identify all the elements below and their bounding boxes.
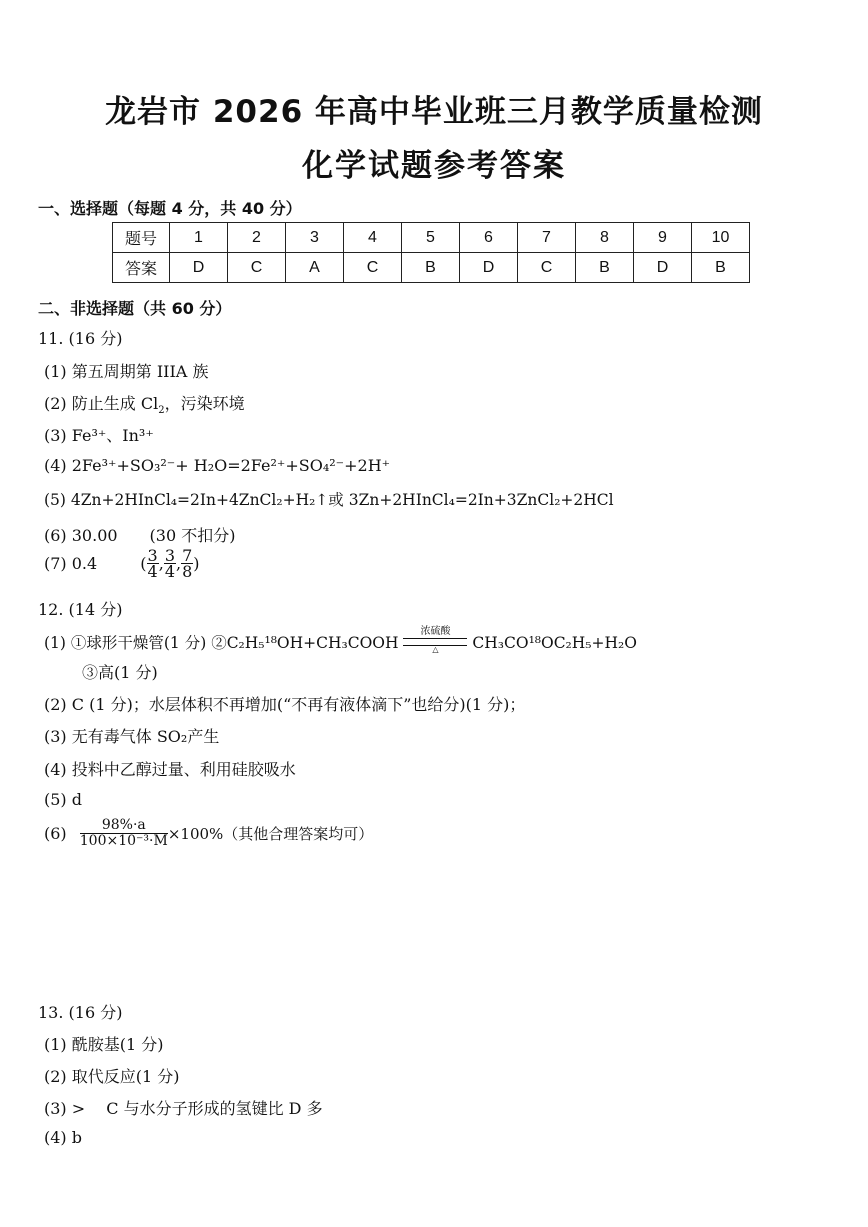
question-number-label: 题号	[113, 223, 170, 253]
answer-cell: D	[634, 253, 692, 283]
q11-answer-5: (5) 4Zn+2HInCl₄=2In+4ZnCl₂+H₂↑或 3Zn+2HInCl₄=2In+3ZnCl₂+2HCl	[44, 491, 614, 509]
question-number: 4	[344, 223, 402, 253]
answer-table	[112, 222, 750, 283]
reaction-condition-arrow: 浓硫酸 △	[403, 622, 467, 654]
answer-cell: D	[460, 253, 518, 283]
question-number: 2	[228, 223, 286, 253]
fraction: $\frac{3}{4}$	[164, 546, 176, 581]
question-number: 5	[402, 223, 460, 253]
answer-cell: D	[170, 253, 228, 283]
q11-heading: 11. (16 分)	[38, 329, 123, 348]
question-number: 3	[286, 223, 344, 253]
answer-cell: C	[518, 253, 576, 283]
q12-answer-5: (5) d	[44, 790, 82, 809]
fraction: $\frac{3}{4}$	[147, 546, 158, 581]
answer-cell: B	[576, 253, 634, 283]
q11-answer-6: (6) 30.00 (30 不扣分)	[44, 526, 236, 545]
q11-answer-7: (7) 0.4 ( $\frac{3}{4}$ , $\frac{3}{4}$ , $\frac{7}{8}$ )	[44, 546, 200, 581]
question-number: 10	[692, 223, 750, 253]
answer-table-header-row	[113, 223, 750, 253]
q12-answer-4: (4) 投料中乙醇过量、利用硅胶吸水	[44, 760, 296, 779]
section2-heading: 二、非选择题（共 60 分）	[38, 299, 232, 318]
q13-answer-2: (2) 取代反应(1 分)	[44, 1067, 180, 1086]
q11-answer-2: (2) 防止生成 $Cl_2$，污染环境	[44, 394, 245, 417]
q13-answer-3: (3) > C 与水分子形成的氢键比 D 多	[44, 1099, 323, 1118]
q12-answer-1: (1) ①球形干燥管(1 分) ②C₂H₅¹⁸OH+CH₃COOH 浓硫酸 △ CH₃CO¹⁸OC₂H₅+H₂O	[44, 628, 637, 660]
answer-cell: A	[286, 253, 344, 283]
question-number: 8	[576, 223, 634, 253]
answer-cell: B	[402, 253, 460, 283]
q13-heading: 13. (16 分)	[38, 1003, 123, 1022]
answer-label: 答案	[113, 253, 170, 283]
q12-heading: 12. (14 分)	[38, 600, 123, 619]
answer-cell: C	[344, 253, 402, 283]
q11-answer-3: (3) Fe³⁺、In³⁺	[44, 426, 154, 445]
q12-answer-1-line2: ③高(1 分)	[82, 663, 158, 682]
q13-answer-1: (1) 酰胺基(1 分)	[44, 1035, 164, 1054]
fraction: $\frac{98\%\cdot a}{\text{100×10⁻³·M}}$	[79, 817, 168, 849]
answer-cell: B	[692, 253, 750, 283]
question-number: 6	[460, 223, 518, 253]
q11-answer-1: (1) 第五周期第 IIIA 族	[44, 362, 209, 381]
q11-answer-4: (4) 2Fe³⁺+SO₃²⁻+ H₂O=2Fe²⁺+SO₄²⁻+2H⁺	[44, 456, 391, 475]
answer-table-answer-row	[113, 253, 750, 283]
question-number: 7	[518, 223, 576, 253]
document-title: 龙岩市 2026 年高中毕业班三月教学质量检测	[105, 94, 763, 130]
question-number: 1	[170, 223, 228, 253]
fraction: $\frac{7}{8}$	[182, 546, 193, 581]
question-number: 9	[634, 223, 692, 253]
q12-answer-3: (3) 无有毒气体 SO₂产生	[44, 727, 220, 746]
section1-heading: 一、选择题（每题 4 分，共 40 分）	[38, 199, 302, 218]
q13-answer-4: (4) b	[44, 1128, 82, 1147]
document-subtitle: 化学试题参考答案	[302, 148, 566, 184]
answer-cell: C	[228, 253, 286, 283]
q12-answer-2: (2) C (1 分)；水层体积不再增加(“不再有液体滴下”也给分)(1 分)；	[44, 695, 526, 714]
q12-answer-6: (6) $\frac{98\%\cdot a}{\text{100×10⁻³·M}}$ ×100%（其他合理答案均可）	[44, 817, 374, 849]
